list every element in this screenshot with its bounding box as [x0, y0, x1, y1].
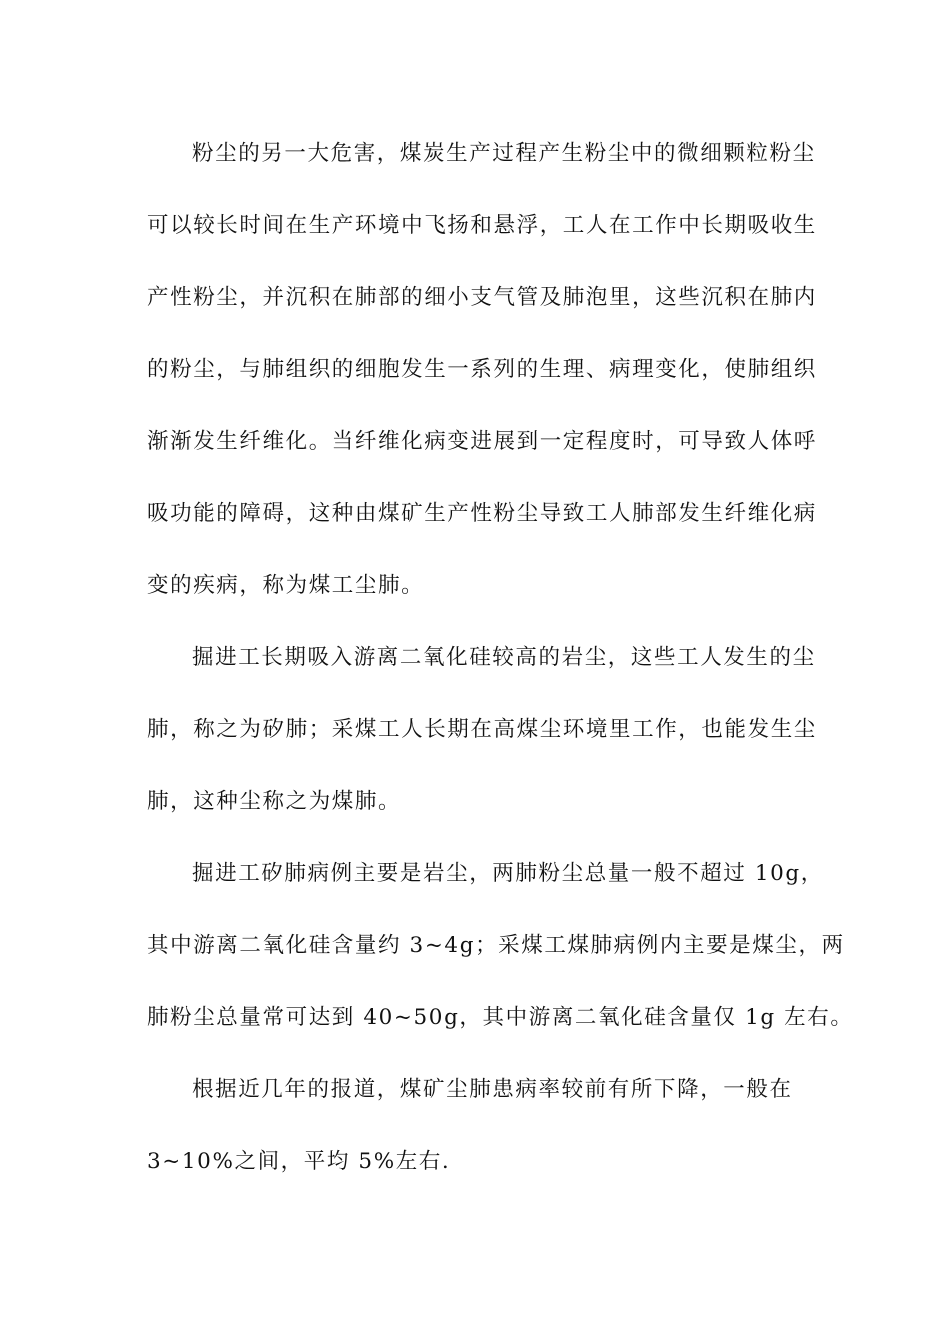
paragraph-silicosis-definition: [147, 622, 817, 838]
paragraph-line: 3~10%之间，平均 5%左右.: [147, 1149, 451, 1174]
paragraph-line: 根据近几年的报道，煤矿尘肺患病率较前有所下降，一般在: [192, 1077, 793, 1102]
paragraph-line: 吸功能的障碍，这种由煤矿生产性粉尘导致工人肺部发生纤维化病: [147, 501, 817, 526]
paragraph-line: 变的疾病，称为煤工尘肺。: [147, 573, 425, 598]
paragraph-line: 肺，这种尘称之为煤肺。: [147, 789, 402, 814]
paragraph-prevalence: [147, 1054, 809, 1198]
paragraph-line: 肺粉尘总量常可达到 40~50g，其中游离二氧化硅含量仅 1g 左右。: [147, 1005, 854, 1030]
paragraph-line: 可以较长时间在生产环境中飞扬和悬浮，工人在工作中长期吸收生: [147, 213, 817, 238]
paragraph-line: 产性粉尘，并沉积在肺部的细小支气管及肺泡里，这些沉积在肺内: [147, 285, 817, 310]
paragraph-line: 粉尘的另一大危害，煤炭生产过程产生粉尘中的微细颗粒粉尘: [192, 141, 816, 166]
paragraph-line: 掘进工矽肺病例主要是岩尘，两肺粉尘总量一般不超过 10g，: [192, 861, 824, 886]
paragraph-line: 掘进工长期吸入游离二氧化硅较高的岩尘，这些工人发生的尘: [192, 645, 816, 670]
document-body: [147, 118, 854, 1204]
paragraph-line: 渐渐发生纤维化。当纤维化病变进展到一定程度时，可导致人体呼: [147, 429, 817, 454]
paragraph-line: 的粉尘，与肺组织的细胞发生一系列的生理、病理变化，使肺组织: [147, 357, 817, 382]
paragraph-line: 其中游离二氧化硅含量约 3~4g；采煤工煤肺病例内主要是煤尘，两: [147, 933, 845, 958]
paragraph-coal-dust-harm: [147, 118, 817, 622]
paragraph-line: 肺，称之为矽肺；采煤工人长期在高煤尘环境里工作，也能发生尘: [147, 717, 817, 742]
paragraph-dust-quantities: [147, 838, 854, 1054]
